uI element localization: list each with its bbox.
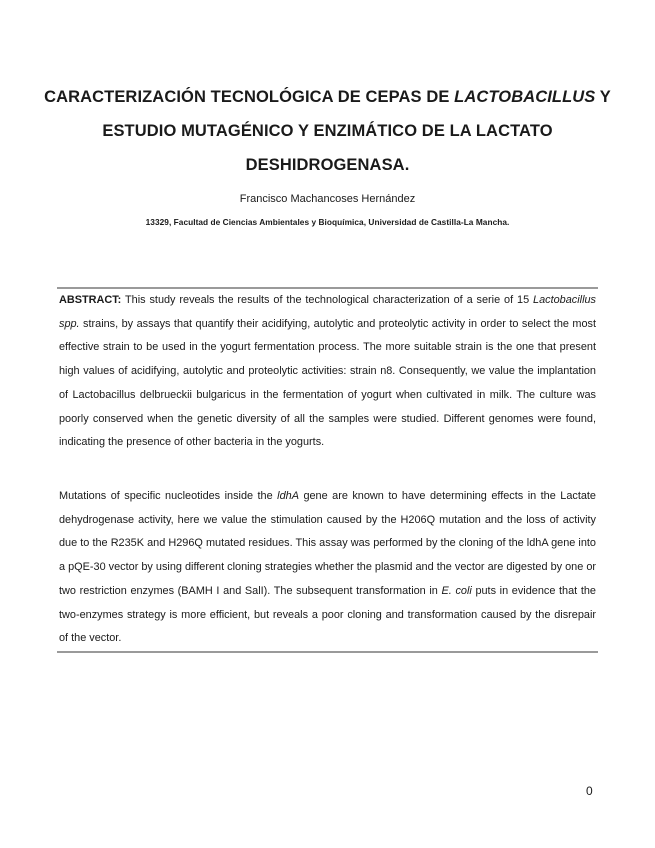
mutation-paragraph [59,485,596,651]
abstract-italic-species: Lactobacillus spp. [59,294,596,330]
title-text-1: CARACTERIZACIÓN TECNOLÓGICA DE CEPAS DE [44,88,455,106]
paper-title [40,80,615,182]
abstract-text-2: strains, by assays that quantify their acidifying, autolytic and proteolytic activity in order to select the most effective strain to be used in the yogurt fermentation process. The more suitable strain is the one that present high values of acidifying, autolytic and proteolytic activities: strain n8. Consequently, we value the implantation of Lactobacillus delbrueckii bulgaricus in the fermentation of yogurt when cultivated in milk. The culture was poorly conserved when the genetic diversity of all the samples were studied. Different genomes were found, indicating the presence of other bacteria in the yogurts. [59,317,596,449]
abstract-label: ABSTRACT: [59,294,122,306]
page-number: 0 [586,784,593,798]
title-italic-genus: LACTOBACILLUS [454,88,596,106]
title-text-2: Y ESTUDIO MUTAGÉNICO Y ENZIMÁTICO DE LA LACTATO DESHIDROGENASA. [102,88,611,174]
abstract-text-1: This study reveals the results of the technological characterization of a serie of 15 [121,294,534,306]
abstract-paragraph [59,289,596,455]
para2-text-1: Mutations of specific nucleotides inside the [59,490,278,502]
bottom-divider [57,651,598,653]
para2-italic-ecoli: E. coli [441,584,472,597]
para2-italic-gene: ldhA [277,490,299,502]
author-name: Francisco Machancoses Hernández [239,193,416,205]
author-affiliation: 13329, Facultad de Ciencias Ambientales y Bioquímica, Universidad de Castilla-La Mancha. [145,217,510,227]
para2-text-2: gene are known to have determining effects in the Lactate dehydrogenase activity, here we value the stimulation caused by the H206Q mutation and the loss of activity due to the R235K and H296Q mutated residues. This assay was performed by the cloning of the ldhA gene into a pQE-30 vector by using different cloning strategies whether the plasmid and the vector are digested by one or two restriction enzymes (BAMH I and SalI). The subsequent transformation in [59,490,596,597]
para2-text-3: puts in evidence that the two-enzymes strategy is more efficient, but reveals a poor cloning and transformation caused by the disrepair of the vector. [59,584,596,645]
